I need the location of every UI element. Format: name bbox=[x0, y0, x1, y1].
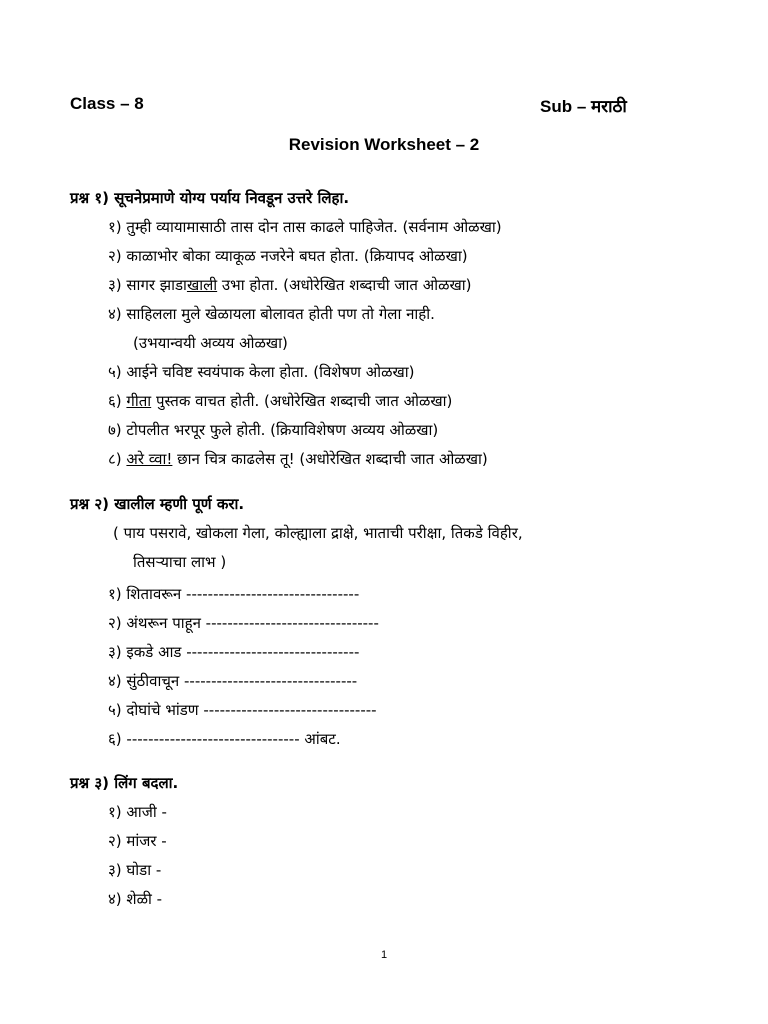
q1-item bbox=[108, 275, 472, 295]
q2-item: १) शितावरून -------------------------------- bbox=[108, 585, 360, 603]
q3-item: १) आजी - bbox=[108, 803, 167, 821]
q1-item-pre: ३) सागर झाडा bbox=[108, 276, 187, 294]
q1-item-post: पुस्तक वाचत होती. (अधोरेखित शब्दाची जात ओळखा) bbox=[151, 392, 453, 410]
q1-item-post: छान चित्र काढलेस तू! (अधोरेखित शब्दाची जात ओळखा) bbox=[172, 450, 488, 468]
page-number: 1 bbox=[380, 949, 388, 961]
question-1-heading: प्रश्न १) सूचनेप्रमाणे योग्य पर्याय निवडून उत्तरे लिहा. bbox=[70, 189, 350, 207]
q2-item: ५) दोघांचे भांडण -------------------------------- bbox=[108, 701, 377, 719]
q2-options-continuation: तिसऱ्याचा लाभ ) bbox=[133, 553, 227, 571]
question-3-heading: प्रश्न ३) लिंग बदला. bbox=[70, 774, 179, 792]
q1-item-post: उभा होता. (अधोरेखित शब्दाची जात ओळखा) bbox=[217, 276, 472, 294]
q1-item-pre: ८) bbox=[108, 450, 127, 468]
underlined-word: अरे व्वा! bbox=[126, 450, 173, 468]
underlined-word: खाली bbox=[186, 276, 218, 294]
q1-item: ५) आईने चविष्ट स्वयंपाक केला होता. (विशेषण ओळखा) bbox=[108, 363, 415, 381]
q3-item: ३) घोडा - bbox=[108, 861, 162, 879]
q2-item: ६) -------------------------------- आंबट. bbox=[108, 730, 341, 748]
q2-item: ४) सुंठीवाचून -------------------------------- bbox=[108, 672, 358, 690]
q1-item-pre: ६) bbox=[108, 392, 127, 410]
subject-label: Sub – मराठी bbox=[540, 97, 627, 116]
q3-item: २) मांजर - bbox=[108, 832, 167, 850]
q1-item: ४) साहिलला मुले खेळायला बोलावत होती पण तो गेला नाही. bbox=[108, 305, 435, 323]
q1-item bbox=[108, 391, 452, 411]
worksheet-title: Revision Worksheet – 2 bbox=[288, 135, 480, 154]
q1-item bbox=[108, 449, 488, 469]
q2-options: ( पाय पसरावे, खोकला गेला, कोल्ह्याला द्राक्षे, भाताची परीक्षा, तिकडे विहीर, bbox=[113, 524, 523, 542]
q2-item: ३) इकडे आड -------------------------------- bbox=[108, 643, 360, 661]
question-2-heading: प्रश्न २) खालील म्हणी पूर्ण करा. bbox=[70, 495, 245, 513]
class-label: Class – 8 bbox=[70, 94, 144, 113]
q1-item: २) काळाभोर बोका व्याकूळ नजरेने बघत होता. (क्रियापद ओळखा) bbox=[108, 247, 468, 265]
q1-item: ७) टोपलीत भरपूर फुले होती. (क्रियाविशेषण अव्यय ओळखा) bbox=[108, 421, 439, 439]
q3-item: ४) शेळी - bbox=[108, 890, 163, 908]
underlined-word: गीता bbox=[126, 392, 152, 410]
q2-item: २) अंथरून पाहून -------------------------------- bbox=[108, 614, 379, 632]
q1-item-continuation: (उभयान्वयी अव्यय ओळखा) bbox=[133, 334, 288, 352]
q1-item: १) तुम्ही व्यायामासाठी तास दोन तास काढले पाहिजेत. (सर्वनाम ओळखा) bbox=[108, 218, 502, 236]
